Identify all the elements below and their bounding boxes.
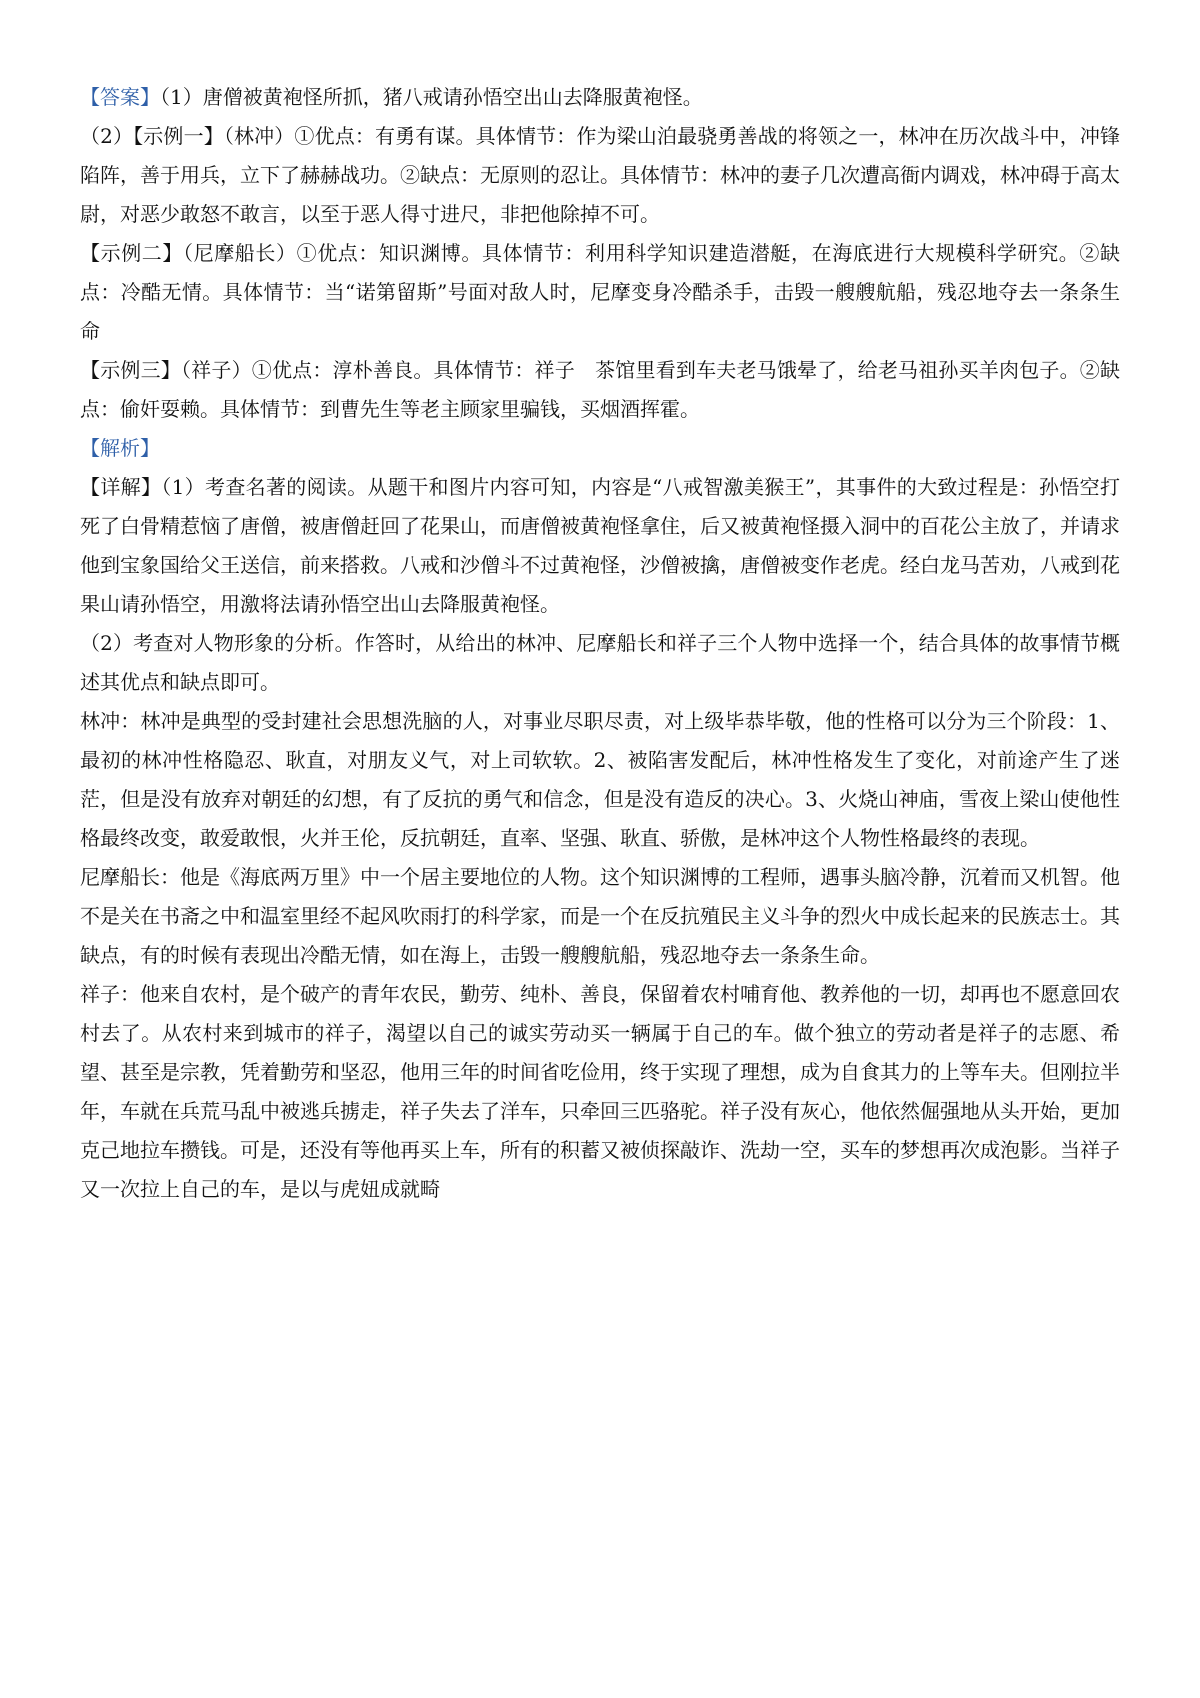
example-1-label: 【示例一】 (133, 124, 224, 148)
answer-q2-prefix: （2） (80, 124, 134, 148)
example-3-text-a: （祥子）①优点：淳朴善良。具体情节：祥子 (180, 358, 575, 382)
answer-label: 【答案】 (80, 85, 160, 109)
example-3-label: 【示例三】 (80, 358, 181, 382)
answer-example-2 (80, 234, 1120, 351)
analysis-label: 【解析】 (80, 436, 160, 460)
answer-q1-text: （1）唐僧被黄袍怪所抓，猪八戒请孙悟空出山去降服黄袍怪。 (160, 85, 703, 109)
answer-paragraph-1 (80, 78, 1120, 117)
detail-label: 【详解】 (80, 475, 162, 499)
example-2-label: 【示例二】 (80, 241, 183, 265)
answer-example-3 (80, 351, 1120, 429)
analysis-linchong-paragraph: 林冲：林冲是典型的受封建社会思想洗脑的人，对事业尽职尽责，对上级毕恭毕敬，他的性格可以分为三个阶段：1、最初的林冲性格隐忍、耿直，对朋友义气，对上司软软。2、被陷害发配后，林冲性格发生了变化，对前途产生了迷茫，但是没有放弃对朝廷的幻想，有了反抗的勇气和信念，但是没有造反的决心。3、火烧山神庙，雪夜上梁山使他性格最终改变，敢爱敢恨，火并王伦，反抗朝廷，直率、坚强、耿直、骄傲，是林冲这个人物性格最终的表现。 (80, 709, 1120, 850)
analysis-xiangzi-paragraph: 祥子：他来自农村，是个破产的青年农民，勤劳、纯朴、善良，保留着农村哺育他、教养他的一切，却再也不愿意回农村去了。从农村来到城市的祥子，渴望以自己的诚实劳动买一辆属于自己的车。做个独立的劳动者是祥子的志愿、希望、甚至是宗教，凭着勤劳和坚忍，他用三年的时间省吃俭用，终于实现了理想，成为自食其力的上等车夫。但刚拉半年，车就在兵荒马乱中被逃兵掳走，祥子失去了洋车，只牵回三匹骆驼。祥子没有灰心，他依然倔强地从头开始，更加克己地拉车攒钱。可是，还没有等他再买上车，所有的积蓄又被侦探敲诈、洗劫一空，买车的梦想再次成泡影。当祥子又一次拉上自己的车，是以与虎妞成就畸 (80, 982, 1120, 1201)
example-3-text-b: 茶馆里看到车夫老马饿晕了，给老马祖孙买羊肉包子。②缺点：偷奸耍赖。具体情节：到曹先生等老主顾家里骗钱，买烟酒挥霍。 (80, 358, 1121, 421)
document-body (80, 78, 1120, 1209)
analysis-detail-paragraph (80, 468, 1120, 624)
example-2-text: （尼摩船长）①优点：知识渊博。具体情节：利用科学知识建造潜艇，在海底进行大规模科学研究。②缺点：冷酷无情。具体情节：当“诺第留斯”号面对敌人时，尼摩变身冷酷杀手，击毁一艘艘航船，残忍地夺去一条条生命 (80, 241, 1120, 343)
answer-example-1 (80, 117, 1120, 234)
analysis-heading (80, 429, 1120, 468)
analysis-q2-paragraph: （2）考查对人物形象的分析。作答时，从给出的林冲、尼摩船长和祥子三个人物中选择一个，结合具体的故事情节概述其优点和缺点即可。 (80, 631, 1120, 694)
analysis-nemo-paragraph: 尼摩船长：他是《海底两万里》中一个居主要地位的人物。这个知识渊博的工程师，遇事头脑冷静，沉着而又机智。他不是关在书斋之中和温室里经不起风吹雨打的科学家，而是一个在反抗殖民主义斗争的烈火中成长起来的民族志士。其缺点，有的时候有表现出冷酷无情，如在海上，击毁一艘艘航船，残忍地夺去一条条生命。 (80, 865, 1120, 967)
example-1-text: （林冲）①优点：有勇有谋。具体情节：作为梁山泊最骁勇善战的将领之一，林冲在历次战斗中，冲锋陷阵，善于用兵，立下了赫赫战功。②缺点：无原则的忍让。具体情节：林冲的妻子几次遭高衙内调戏，林冲碍于高太尉，对恶少敢怒不敢言，以至于恶人得寸进尺，非把他除掉不可。 (80, 124, 1121, 226)
detail-text: （1）考查名著的阅读。从题干和图片内容可知，内容是“八戒智激美猴王”，其事件的大致过程是：孙悟空打死了白骨精惹恼了唐僧，被唐僧赶回了花果山，而唐僧被黄袍怪拿住，后又被黄袍怪摄入洞中的百花公主放了，并请求他到宝象国给父王送信，前来搭救。八戒和沙僧斗不过黄袍怪，沙僧被擒，唐僧被变作老虎。经白龙马苦劝，八戒到花果山请孙悟空，用激将法请孙悟空出山去降服黄袍怪。 (80, 475, 1120, 616)
